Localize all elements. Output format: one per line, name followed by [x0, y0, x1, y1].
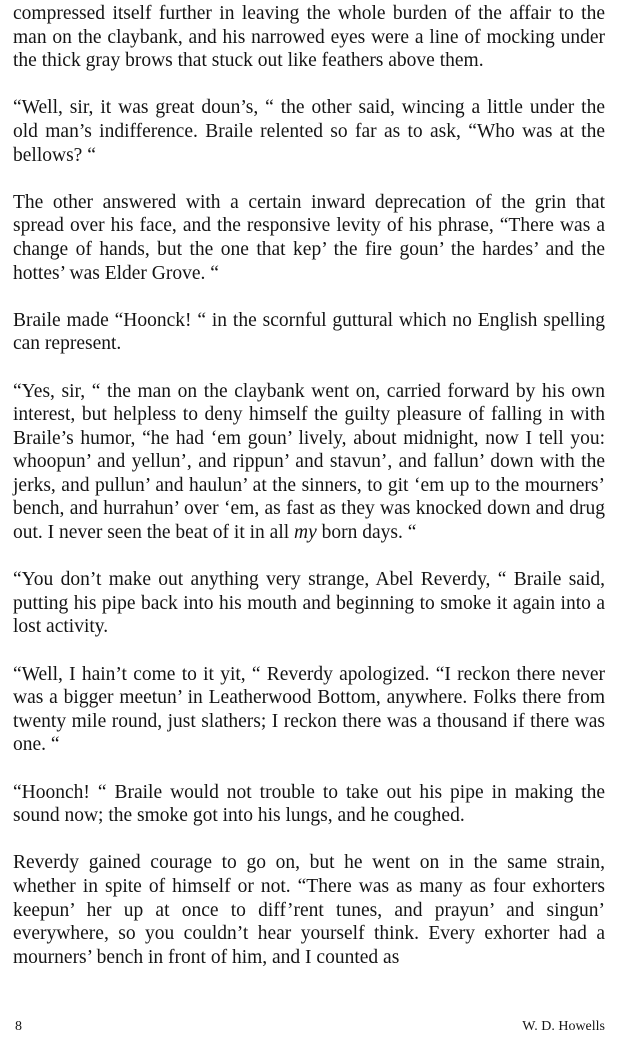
- paragraph-8: “Hoonch! “ Braile would not trouble to take out his pipe in making the sound now; the smoke got into his lungs, and he coughed.: [13, 781, 605, 827]
- paragraph-5-after: born days. “: [316, 522, 417, 544]
- page-footer: [15, 1019, 605, 1039]
- paragraph-2: “Well, sir, it was great doun’s, “ the other said, wincing a little under the old man’s indifference. Braile relented so far as to ask, “Who was at the bellows? “: [13, 97, 605, 166]
- page-number: 8: [15, 1019, 22, 1034]
- paragraph-4: Braile made “Hoonck! “ in the scornful guttural which no English spelling can represent.: [13, 309, 605, 355]
- running-author: W. D. Howells: [522, 1019, 605, 1034]
- paragraph-1: compressed itself further in leaving the whole burden of the affair to the man on the claybank, and his narrowed eyes were a line of mocking under the thick gray brows that stuck out like feathers above them.: [13, 3, 605, 72]
- body-text: [13, 2, 605, 993]
- paragraph-3: The other answered with a certain inward deprecation of the grin that spread over his face, and the responsive levity of his phrase, “There was a change of hands, but the one that kep’ the fire goun’ the hardes’ and the hottes’ was Elder Grove. “: [13, 191, 605, 284]
- paragraph-5-emphasis: my: [294, 522, 317, 544]
- paragraph-5-before: “Yes, sir, “ the man on the claybank went on, carried forward by his own interest, but helpless to deny himself the guilty pleasure of falling in with Braile’s humor, “he had ‘em goun’ lively, about midnight, now I tell you: whoopun’ and yellun’, and rippun’ and stavun’, and fallun’ down with the jerks, and pullun’ and haulun’ at the sinners, to git ‘em up to the mourners’ bench, and hurrahun’ over ‘em, as fast as they was knocked down and drug out. I never seen the beat of it in all: [13, 380, 605, 544]
- paragraph-6: “You don’t make out anything very strange, Abel Reverdy, “ Braile said, putting his pipe back into his mouth and beginning to smoke it again into a lost activity.: [13, 569, 605, 638]
- paragraph-5: [13, 380, 605, 545]
- paragraph-7: “Well, I hain’t come to it yit, “ Reverdy apologized. “I reckon there never was a bigger meetun’ in Leatherwood Bottom, anywhere. Folks there from twenty mile round, just slathers; I reckon there was a thousand if there was one. “: [13, 663, 605, 756]
- paragraph-9: Reverdy gained courage to go on, but he went on in the same strain, whether in spite of himself or not. “There was as many as four exhorters keepun’ her up at once to diff’rent tunes, and prayun’ and singun’ everywhere, so you couldn’t hear yourself think. Every exhorter had a mourners’ bench in front of him, and I counted as: [13, 852, 605, 968]
